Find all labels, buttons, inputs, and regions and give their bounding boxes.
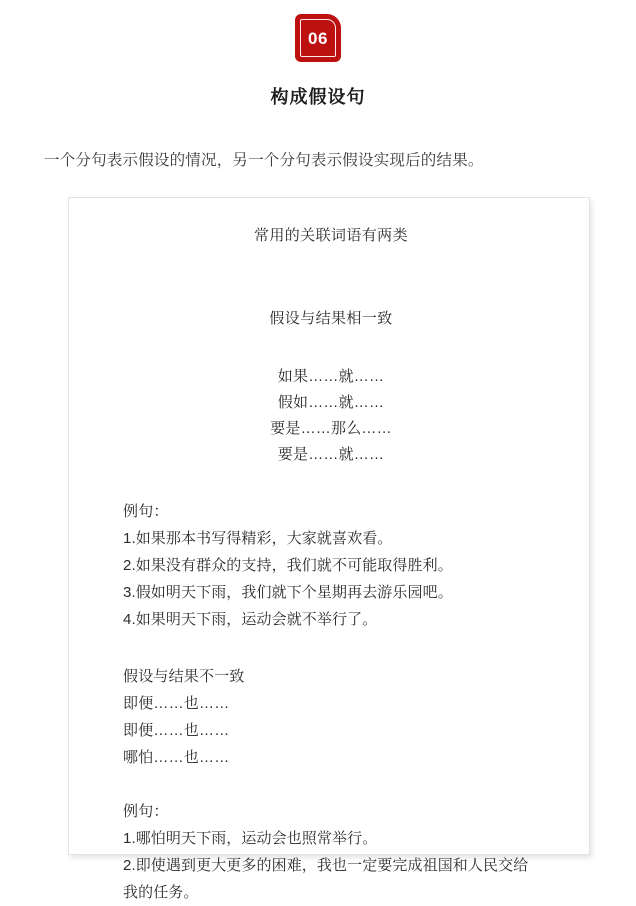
badge-inner-outline — [300, 19, 336, 57]
badge-number-label: 06 — [308, 28, 328, 48]
section-two-examples — [123, 798, 539, 906]
section-divider-spacer — [123, 633, 539, 663]
list-item: 假如……就…… — [277, 394, 385, 411]
list-item: 2.即使遇到更大更多的困难，我也一定要完成祖国和人民交给我的任务。 — [123, 857, 529, 901]
section-one-examples — [123, 498, 539, 633]
list-item: 3.假如明天下雨，我们就下个星期再去游乐园吧。 — [123, 584, 453, 601]
list-item: 如果……就…… — [277, 368, 385, 385]
page-title: 构成假设句 — [270, 87, 366, 107]
list-item: 即便……也…… — [123, 722, 230, 739]
section-two-pattern-list — [123, 690, 539, 771]
list-item: 要是……就…… — [277, 446, 385, 463]
page-subtitle: 一个分句表示假设的情况，另一个分句表示假设实现后的结果。 — [44, 152, 484, 169]
list-item: 即便……也…… — [123, 695, 230, 712]
list-item: 4.如果明天下雨，运动会就不举行了。 — [123, 611, 378, 628]
list-item: 2.如果没有群众的支持，我们就不可能取得胜利。 — [123, 557, 453, 574]
section-two — [123, 663, 539, 771]
page-header — [0, 0, 636, 109]
list-item: 要是……那么…… — [270, 420, 392, 437]
content-card-body — [69, 198, 589, 906]
list-item: 1.哪怕明天下雨，运动会也照常举行。 — [123, 830, 378, 847]
section-two-heading: 假设与结果不一致 — [123, 668, 245, 685]
list-item: 1.如果那本书写得精彩，大家就喜欢看。 — [123, 530, 393, 547]
section-one-pattern-list — [123, 364, 539, 468]
content-card — [68, 197, 590, 901]
section-number-badge — [295, 14, 341, 62]
section-two-spacer — [123, 771, 539, 798]
section-one-heading: 假设与结果相一致 — [269, 310, 393, 327]
list-item: 哪怕……也…… — [123, 749, 230, 766]
section-two-example-list — [123, 825, 539, 906]
section-two-examples-label: 例句： — [123, 803, 169, 820]
section-one-example-list — [123, 525, 539, 633]
card-heading: 常用的关联词语有两类 — [253, 227, 408, 244]
section-one-examples-label: 例句： — [123, 503, 169, 520]
